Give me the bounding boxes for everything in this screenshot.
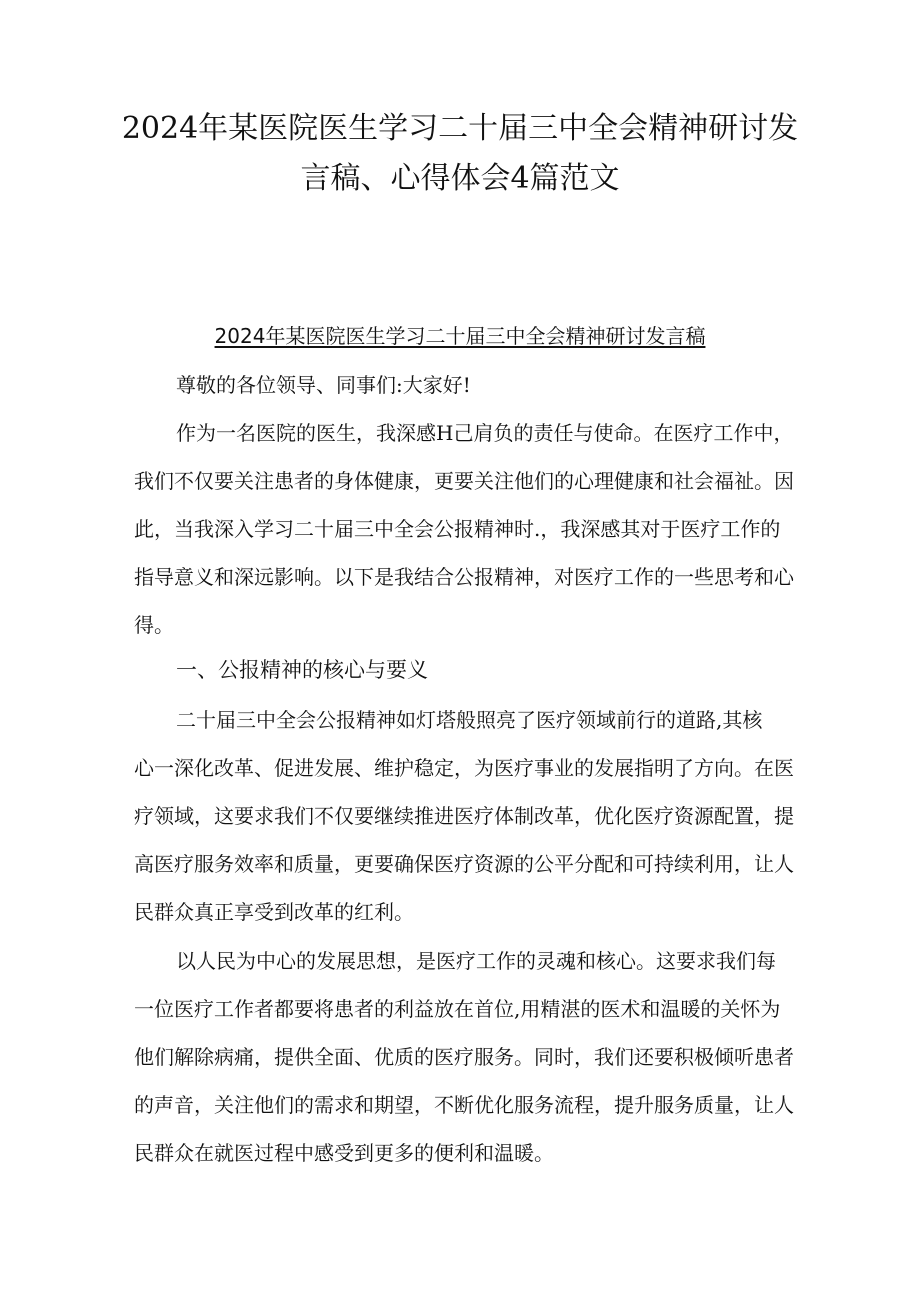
paragraph-line: 高医疗服务效率和质量，更要确保医疗资源的公平分配和可持续利用，让人: [134, 852, 794, 876]
paragraph-line: 一位医疗工作者都要将患者的利益放在首位,用精湛的医术和温暖的关怀为: [134, 997, 781, 1021]
paragraph-line: 心一深化改革、促进发展、维护稳定，为医疗事业的发展指明了方向。在医: [134, 756, 794, 780]
title-line-2: 言稿、心得体会4篇范文: [300, 161, 620, 196]
paragraph-line: 他们解除病痛，提供全面、优质的医疗服务。同时，我们还要积极倾听患者: [134, 1045, 794, 1069]
paragraph-line: 民群众在就医过程中感受到更多的便利和温暖。: [134, 1141, 554, 1165]
paragraph-line: 作为一名医院的医生，我深感H己肩负的责任与使命。在医疗工作中，: [176, 421, 794, 445]
paragraph-2: [134, 696, 794, 936]
title-line-1: 2024年某医院医生学习二十届三中全会精神研讨发: [121, 111, 799, 146]
paragraph-1: [134, 409, 794, 649]
greeting-line: 尊敬的各位领导、同事们:大家好!: [176, 373, 471, 397]
greeting: [134, 361, 789, 409]
heading-core-essence: 一、公报精神的核心与要义: [176, 658, 428, 682]
paragraph-line: 民群众真正享受到改革的红利。: [134, 900, 414, 924]
paragraph-line: 的声音，关注他们的需求和期望，不断优化服务流程，提升服务质量，让人: [134, 1093, 794, 1117]
document-title: [100, 104, 820, 204]
paragraph-line: 我们不仅要关注患者的身体健康，更要关注他们的心理健康和社会福祉。因: [134, 469, 794, 493]
section-title: 2024年某医院医生学习二十届三中全会精神研讨发言稿: [214, 324, 706, 348]
paragraph-line: 二十届三中全会公报精神如灯塔般照亮了医疗领域前行的道路,其核: [176, 708, 763, 732]
paragraph-line: 以人民为中心的发展思想，是医疗工作的灵魂和核心。这要求我们每: [176, 949, 776, 973]
paragraph-line: 得。: [134, 613, 174, 637]
paragraph-line: 此，当我深入学习二十届三中全会公报精神时.，我深感其对于医疗工作的: [134, 517, 781, 541]
paragraph-line: 疗领域，这要求我们不仅要继续推进医疗体制改革，优化医疗资源配置，提: [134, 804, 794, 828]
paragraph-3: [134, 937, 794, 1177]
paragraph-line: 指导意义和深远影响。以下是我结合公报精神，对医疗工作的一些思考和心: [134, 565, 794, 589]
